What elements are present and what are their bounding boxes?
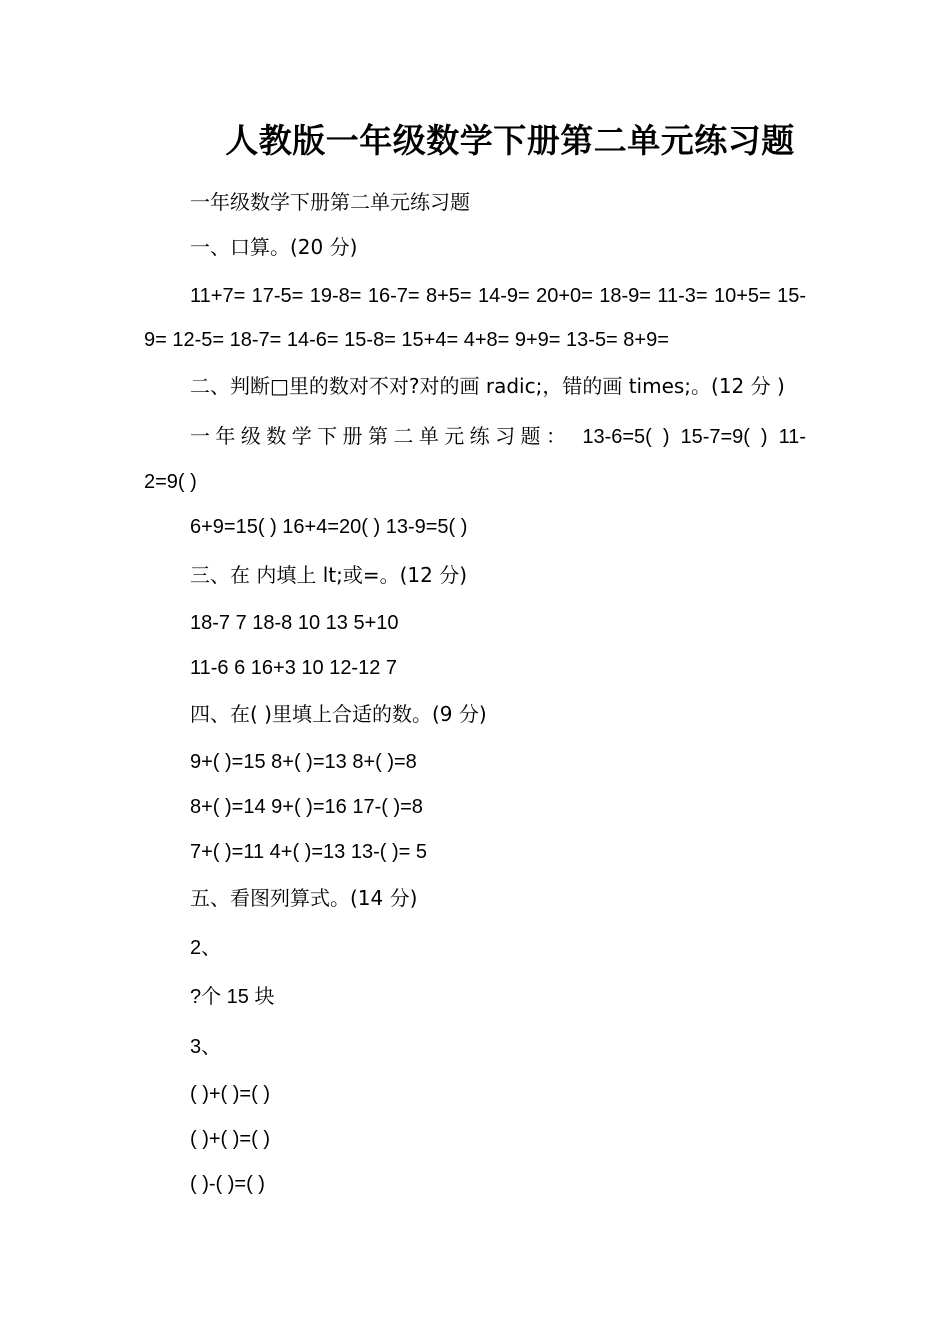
section2-line2: 2=9( ) [144,471,197,493]
section2-line3: 6+9=15( ) 16+4=20( ) 13-9=5( ) [190,516,468,538]
section1-line2: 9= 12-5= 18-7= 14-6= 15-8= 15+4= 4+8= 9+9= 13-5= 8+9= [144,329,669,351]
section5-equation-1: ( )+( )=( ) [190,1083,270,1105]
section5-item2-text: ?个 15 块 [190,986,275,1008]
section4-line2: 8+( )=14 9+( )=16 17-( )=8 [190,796,423,818]
section5-heading: 五、看图列算式。(14 分) [190,886,418,910]
section3-line1: 18-7 7 18-8 10 13 5+10 [190,612,399,634]
section2-heading: 二、判断□里的数对不对?对的画 radic;，错的画 times;。(12 分 ) [190,374,785,398]
section4-line3: 7+( )=11 4+( )=13 13-( )= 5 [190,841,427,863]
section4-heading: 四、在( )里填上合适的数。(9 分) [190,702,487,726]
section3-heading: 三、在 内填上 lt;或=。(12 分) [190,563,468,587]
section5-item2-label: 2、 [190,937,222,959]
section5-equation-2: ( )+( )=( ) [190,1128,270,1150]
section1-line1: 11+7= 17-5= 19-8= 16-7= 8+5= 14-9= 20+0= 18-9= 11-3= 10+5= 15- [190,285,806,307]
section5-item3-label: 3、 [190,1036,222,1058]
section2-line1: 一年级数学下册第二单元练习题： 13-6=5( ) 15-7=9( ) 11- [190,426,806,448]
section5-equation-3: ( )-( )=( ) [190,1173,265,1195]
document-title: 人教版一年级数学下册第二单元练习题 [225,121,795,160]
section1-heading: 一、口算。(20 分) [190,235,358,259]
section3-line2: 11-6 6 16+3 10 12-12 7 [190,657,398,679]
section4-line1: 9+( )=15 8+( )=13 8+( )=8 [190,751,417,773]
document-subtitle: 一年级数学下册第二单元练习题 [190,190,470,214]
